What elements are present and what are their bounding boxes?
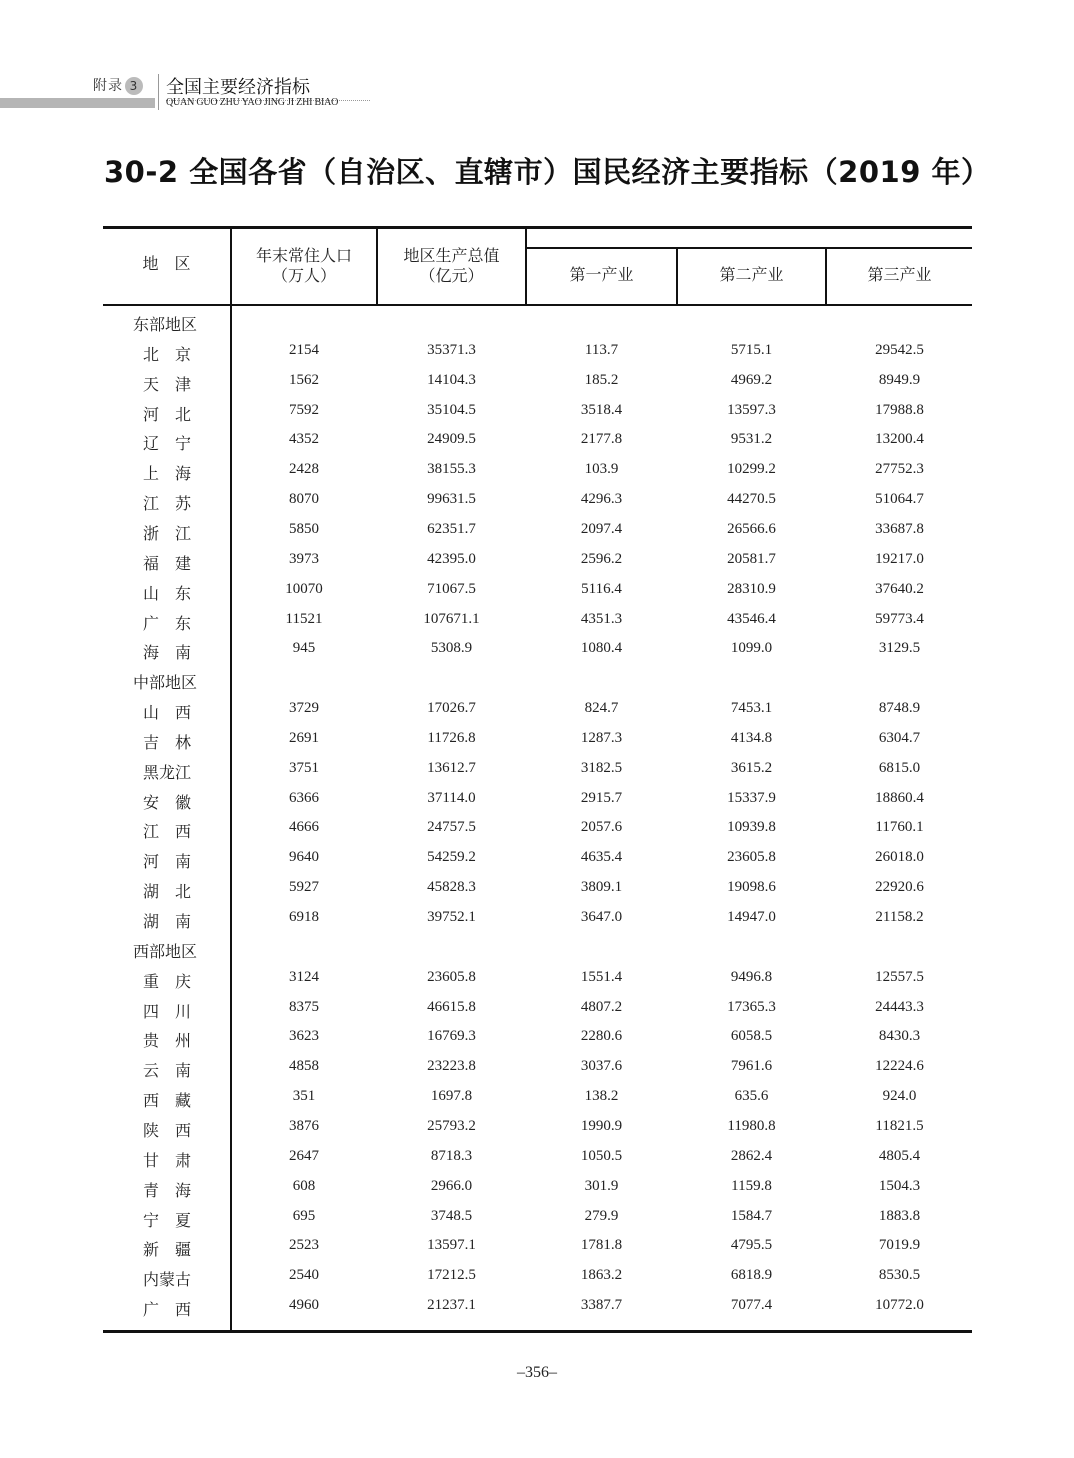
- secondary-cell: 28310.9: [727, 580, 776, 597]
- tertiary-cell: 10772.0: [875, 1297, 924, 1314]
- population-cell: 5850: [289, 520, 319, 537]
- tertiary-cell: 11760.1: [875, 819, 924, 836]
- table-row: [103, 790, 972, 820]
- primary-cell: 3809.1: [580, 879, 623, 896]
- header-separator: [158, 74, 159, 110]
- table-row: [103, 521, 972, 551]
- region-name: 湖 南: [142, 912, 191, 931]
- tertiary-cell: 3129.5: [878, 640, 921, 657]
- secondary-cell: 2862.4: [730, 1147, 773, 1164]
- gdp-cell: 35104.5: [427, 401, 476, 418]
- gdp-cell: 107671.1: [423, 610, 480, 627]
- gdp-cell: 13612.7: [427, 759, 476, 776]
- population-cell: 2540: [289, 1267, 319, 1284]
- table-row: [103, 491, 972, 521]
- group-label: 东部地区: [133, 315, 198, 334]
- tertiary-cell: 19217.0: [875, 550, 924, 567]
- tertiary-cell: 11821.5: [875, 1117, 924, 1134]
- table-row: [103, 372, 972, 402]
- tertiary-cell: 22920.6: [875, 879, 924, 896]
- primary-cell: 2280.6: [580, 1028, 623, 1045]
- page-number: –356–: [517, 1364, 557, 1381]
- appendix-label: 附录: [93, 78, 123, 94]
- section-pinyin: QUAN GUO ZHU YAO JING JI ZHI BIAO: [166, 97, 339, 108]
- header-gdp-unit: （亿元）: [419, 266, 484, 285]
- secondary-cell: 7453.1: [730, 700, 773, 717]
- secondary-cell: 15337.9: [727, 789, 776, 806]
- primary-cell: 3037.6: [580, 1058, 623, 1075]
- region-name: 福 建: [142, 553, 191, 573]
- header-gdp: [378, 246, 525, 286]
- region-name: 河 南: [142, 852, 191, 872]
- table-bottom-rule: [103, 1330, 972, 1333]
- table-header-rule: [103, 304, 972, 306]
- table-row: [103, 342, 972, 372]
- secondary-cell: 19098.6: [727, 879, 776, 896]
- primary-cell: 2057.6: [580, 819, 623, 836]
- region-name: 贵 州: [142, 1031, 191, 1051]
- primary-cell: 301.9: [584, 1177, 619, 1194]
- primary-cell: 824.7: [584, 700, 619, 717]
- population-cell: 4666: [289, 819, 319, 836]
- region-name: 辽 宁: [142, 434, 191, 454]
- header-population-unit: （万人）: [271, 266, 336, 285]
- section-title: 全国主要经济指标: [166, 73, 370, 101]
- region-name: 安 徽: [142, 792, 191, 812]
- primary-cell: 2596.2: [580, 550, 623, 567]
- population-cell: 608: [292, 1177, 316, 1194]
- population-cell: 3973: [289, 550, 319, 567]
- primary-cell: 3647.0: [580, 909, 623, 925]
- population-cell: 351: [292, 1088, 316, 1105]
- population-cell: 3729: [289, 700, 319, 717]
- region-name: 海 南: [142, 643, 191, 663]
- gdp-cell: 5308.9: [430, 640, 473, 657]
- region-name: 西 藏: [142, 1091, 191, 1111]
- gdp-cell: 3748.5: [430, 1207, 473, 1224]
- primary-cell: 2097.4: [580, 520, 623, 537]
- table-row: [103, 640, 972, 670]
- gdp-cell: 54259.2: [427, 849, 476, 866]
- table-row: [103, 969, 972, 999]
- secondary-cell: 10939.8: [727, 819, 776, 836]
- gdp-cell: 46615.8: [427, 998, 476, 1015]
- primary-cell: 3387.7: [580, 1297, 623, 1314]
- table-row: [103, 551, 972, 581]
- primary-cell: 2177.8: [580, 431, 623, 448]
- primary-cell: 2915.7: [580, 789, 623, 806]
- region-name: 黑龙江: [142, 762, 191, 782]
- primary-cell: 185.2: [584, 371, 619, 388]
- secondary-cell: 26566.6: [727, 520, 776, 537]
- region-name: 新 疆: [142, 1240, 191, 1260]
- table-row: [103, 909, 972, 939]
- tertiary-cell: 8748.9: [878, 700, 921, 717]
- gdp-cell: 99631.5: [427, 491, 476, 508]
- gdp-cell: 35371.3: [427, 341, 476, 358]
- gdp-cell: 71067.5: [427, 580, 476, 597]
- gdp-cell: 2966.0: [430, 1177, 473, 1194]
- population-cell: 2154: [289, 341, 319, 358]
- tertiary-cell: 21158.2: [875, 909, 924, 925]
- secondary-cell: 23605.8: [727, 849, 776, 866]
- region-name: 宁 夏: [142, 1210, 191, 1230]
- gdp-cell: 45828.3: [427, 879, 476, 896]
- group-label: 西部地区: [133, 941, 198, 961]
- population-cell: 1562: [289, 371, 319, 388]
- gdp-cell: 21237.1: [427, 1297, 476, 1314]
- primary-cell: 103.9: [584, 461, 619, 478]
- header-bar: [0, 98, 155, 108]
- primary-cell: 4351.3: [580, 610, 623, 627]
- header-gdp-label: 地区生产总值: [403, 246, 500, 265]
- tertiary-cell: 12557.5: [875, 968, 924, 985]
- primary-cell: 4635.4: [580, 849, 623, 866]
- secondary-cell: 6058.5: [730, 1028, 773, 1045]
- primary-cell: 138.2: [584, 1088, 619, 1105]
- population-cell: 2523: [289, 1237, 319, 1254]
- gdp-cell: 11726.8: [427, 729, 476, 746]
- table-row: [103, 1208, 972, 1238]
- secondary-cell: 14947.0: [727, 909, 776, 925]
- population-cell: 5927: [289, 879, 319, 896]
- population-cell: 10070: [285, 580, 323, 597]
- table-row: [103, 431, 972, 461]
- header-primary: 第一产业: [569, 265, 634, 284]
- gdp-cell: 17026.7: [427, 700, 476, 717]
- primary-cell: 1050.5: [580, 1147, 623, 1164]
- region-name: 吉 林: [142, 732, 191, 752]
- tertiary-cell: 7019.9: [878, 1237, 921, 1254]
- page-title: 30-2 全国各省（自治区、直辖市）国民经济主要指标（2019 年）: [104, 155, 991, 189]
- header-secondary: 第二产业: [719, 265, 784, 284]
- tertiary-cell: 4805.4: [878, 1147, 921, 1164]
- tertiary-cell: 29542.5: [875, 341, 924, 358]
- secondary-cell: 10299.2: [727, 461, 776, 478]
- population-cell: 3751: [289, 759, 319, 776]
- region-name: 湖 北: [142, 882, 191, 902]
- secondary-cell: 13597.3: [727, 401, 776, 418]
- tertiary-cell: 33687.8: [875, 520, 924, 537]
- population-cell: 11521: [285, 610, 323, 627]
- secondary-cell: 3615.2: [730, 759, 773, 776]
- tertiary-cell: 13200.4: [875, 431, 924, 448]
- primary-cell: 3182.5: [580, 759, 623, 776]
- tertiary-cell: 26018.0: [875, 849, 924, 866]
- table-row: [103, 581, 972, 611]
- secondary-cell: 4134.8: [730, 729, 773, 746]
- tertiary-cell: 37640.2: [875, 580, 924, 597]
- gdp-cell: 16769.3: [427, 1028, 476, 1045]
- group-row: [103, 312, 972, 342]
- population-cell: 2647: [289, 1147, 319, 1164]
- region-name: 青 海: [142, 1180, 191, 1200]
- secondary-cell: 5715.1: [730, 341, 773, 358]
- region-name: 广 西: [142, 1300, 191, 1320]
- gdp-cell: 17212.5: [427, 1267, 476, 1284]
- table-row: [103, 1178, 972, 1208]
- region-name: 山 东: [142, 583, 191, 603]
- primary-cell: 4296.3: [580, 491, 623, 508]
- appendix-number: 3: [125, 77, 143, 95]
- population-cell: 4960: [289, 1297, 319, 1314]
- tertiary-cell: 6304.7: [878, 729, 921, 746]
- table-row: [103, 1237, 972, 1267]
- population-cell: 945: [292, 640, 316, 657]
- table-row: [103, 1028, 972, 1058]
- population-cell: 3124: [289, 968, 319, 985]
- gdp-cell: 25793.2: [427, 1117, 476, 1134]
- primary-cell: 3518.4: [580, 401, 623, 418]
- primary-cell: 113.7: [584, 341, 619, 358]
- table-top-rule: [103, 226, 972, 229]
- primary-cell: 1287.3: [580, 729, 623, 746]
- tertiary-cell: 1883.8: [878, 1207, 921, 1224]
- group-row: [103, 670, 972, 700]
- table-row: [103, 700, 972, 730]
- table-row: [103, 1058, 972, 1088]
- tertiary-cell: 12224.6: [875, 1058, 924, 1075]
- gdp-cell: 62351.7: [427, 520, 476, 537]
- table-row: [103, 819, 972, 849]
- gdp-cell: 39752.1: [427, 909, 476, 925]
- secondary-cell: 4795.5: [730, 1237, 773, 1254]
- table-row: [103, 760, 972, 790]
- tertiary-cell: 17988.8: [875, 401, 924, 418]
- primary-cell: 5116.4: [581, 580, 622, 597]
- region-name: 山 西: [142, 703, 191, 723]
- secondary-cell: 1159.8: [731, 1177, 772, 1194]
- table-row: [103, 402, 972, 432]
- gdp-cell: 24909.5: [427, 431, 476, 448]
- secondary-cell: 20581.7: [727, 550, 776, 567]
- gdp-cell: 24757.5: [427, 819, 476, 836]
- secondary-cell: 17365.3: [727, 998, 776, 1015]
- population-cell: 2428: [289, 461, 319, 478]
- secondary-cell: 1584.7: [730, 1207, 773, 1224]
- population-cell: 7592: [289, 401, 319, 418]
- gdp-cell: 23605.8: [427, 968, 476, 985]
- primary-cell: 1551.4: [580, 968, 623, 985]
- secondary-cell: 9496.8: [730, 968, 773, 985]
- secondary-cell: 4969.2: [730, 371, 773, 388]
- region-name: 云 南: [142, 1061, 191, 1081]
- region-name: 四 川: [142, 1001, 191, 1021]
- secondary-cell: 43546.4: [727, 610, 776, 627]
- primary-cell: 1080.4: [580, 640, 623, 657]
- table-row: [103, 849, 972, 879]
- region-name: 陕 西: [142, 1120, 191, 1140]
- population-cell: 4352: [289, 431, 319, 448]
- gdp-cell: 23223.8: [427, 1058, 476, 1075]
- group-row: [103, 939, 972, 969]
- tertiary-cell: 8430.3: [878, 1028, 921, 1045]
- table-row: [103, 461, 972, 491]
- table-row: [103, 1297, 972, 1327]
- tertiary-cell: 8949.9: [878, 371, 921, 388]
- region-name: 北 京: [142, 344, 191, 364]
- primary-cell: 1781.8: [580, 1237, 623, 1254]
- region-name: 江 苏: [142, 494, 191, 514]
- population-cell: 695: [292, 1207, 316, 1224]
- tertiary-cell: 24443.3: [875, 998, 924, 1015]
- table-row: [103, 879, 972, 909]
- gdp-cell: 14104.3: [427, 371, 476, 388]
- population-cell: 2691: [289, 729, 319, 746]
- secondary-cell: 1099.0: [730, 640, 773, 657]
- secondary-cell: 44270.5: [727, 491, 776, 508]
- secondary-cell: 6818.9: [730, 1267, 773, 1284]
- table-row: [103, 999, 972, 1029]
- table-row: [103, 611, 972, 641]
- gdp-cell: 42395.0: [427, 550, 476, 567]
- header-population: [232, 246, 376, 286]
- tertiary-cell: 59773.4: [875, 610, 924, 627]
- group-label: 中部地区: [133, 673, 198, 693]
- appendix-badge: [93, 76, 145, 95]
- gdp-cell: 38155.3: [427, 461, 476, 478]
- population-cell: 6918: [289, 909, 319, 925]
- population-cell: 8070: [289, 491, 319, 508]
- tertiary-cell: 8530.5: [878, 1267, 921, 1284]
- table-row: [103, 1088, 972, 1118]
- region-name: 甘 肃: [142, 1150, 191, 1170]
- population-cell: 6366: [289, 789, 319, 806]
- header-tertiary: 第三产业: [867, 265, 932, 284]
- tertiary-cell: 27752.3: [875, 461, 924, 478]
- population-cell: 8375: [289, 998, 319, 1015]
- population-cell: 3876: [289, 1117, 319, 1134]
- tertiary-cell: 51064.7: [875, 491, 924, 508]
- secondary-cell: 9531.2: [730, 431, 773, 448]
- tertiary-cell: 18860.4: [875, 789, 924, 806]
- region-name: 广 东: [142, 613, 191, 633]
- region-name: 内蒙古: [142, 1270, 191, 1290]
- secondary-cell: 11980.8: [727, 1117, 776, 1134]
- table-row: [103, 1118, 972, 1148]
- secondary-cell: 7961.6: [730, 1058, 773, 1075]
- header-population-label: 年末常住人口: [255, 246, 352, 265]
- primary-cell: 279.9: [584, 1207, 619, 1224]
- gdp-cell: 8718.3: [430, 1147, 473, 1164]
- header-region: 地 区: [142, 254, 191, 273]
- region-name: 江 西: [142, 822, 191, 842]
- gdp-cell: 13597.1: [427, 1237, 476, 1254]
- primary-cell: 1863.2: [580, 1267, 623, 1284]
- gdp-cell: 37114.0: [427, 789, 476, 806]
- table-row: [103, 730, 972, 760]
- region-name: 浙 江: [142, 523, 191, 543]
- secondary-cell: 635.6: [734, 1088, 769, 1105]
- secondary-cell: 7077.4: [730, 1297, 773, 1314]
- tertiary-cell: 1504.3: [878, 1177, 921, 1194]
- population-cell: 3623: [289, 1028, 319, 1045]
- table-row: [103, 1267, 972, 1297]
- table-sub-rule: [526, 247, 972, 249]
- tertiary-cell: 6815.0: [878, 759, 921, 776]
- primary-cell: 1990.9: [580, 1117, 623, 1134]
- population-cell: 9640: [289, 849, 319, 866]
- region-name: 上 海: [142, 464, 191, 484]
- region-name: 河 北: [142, 404, 191, 424]
- primary-cell: 4807.2: [580, 998, 623, 1015]
- region-name: 重 庆: [142, 971, 191, 991]
- table-row: [103, 1148, 972, 1178]
- tertiary-cell: 924.0: [882, 1088, 917, 1105]
- population-cell: 4858: [289, 1058, 319, 1075]
- gdp-cell: 1697.8: [430, 1088, 473, 1105]
- region-name: 天 津: [142, 374, 191, 394]
